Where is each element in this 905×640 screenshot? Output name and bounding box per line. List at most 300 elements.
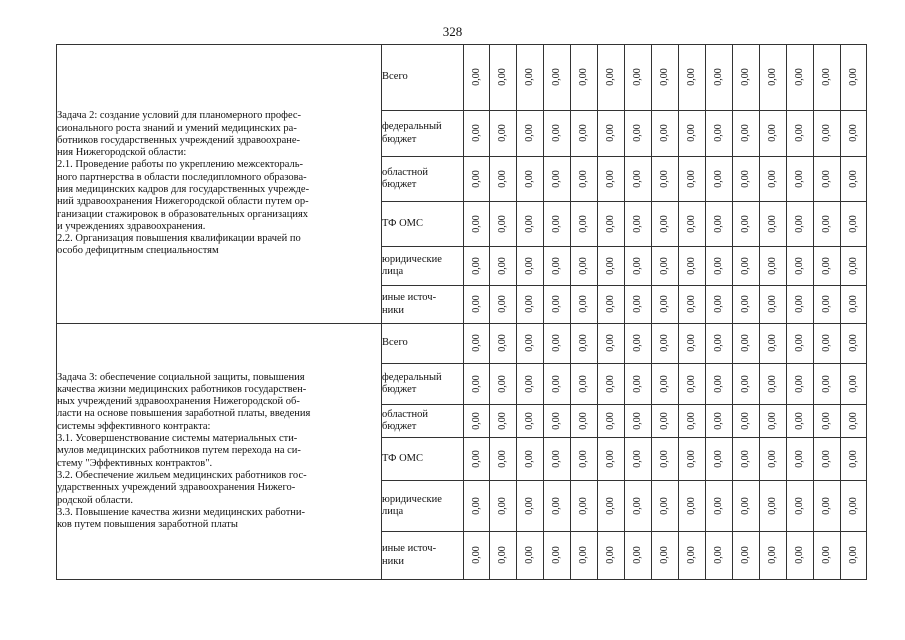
value-cell (841, 247, 867, 286)
value-cell (571, 157, 598, 202)
value-cell (814, 247, 841, 286)
task-text-line: ных учреждений здравоохранения Нижегородской об- (57, 396, 300, 408)
task-description-cell (57, 45, 382, 324)
value-text: 0,00 (605, 375, 616, 393)
value-cell (760, 438, 787, 481)
value-cell (544, 324, 571, 364)
value-text: 0,00 (767, 450, 778, 468)
value-cell (733, 45, 760, 111)
value-text: 0,00 (821, 412, 832, 430)
value-cell (598, 324, 625, 364)
value-cell (652, 286, 679, 324)
value-cell (544, 286, 571, 324)
value-text: 0,00 (659, 412, 670, 430)
value-cell (652, 157, 679, 202)
value-text: 0,00 (740, 497, 751, 515)
value-text: 0,00 (470, 215, 482, 233)
task-text-line: ганизации стажировок в образовательных организациях (57, 208, 309, 220)
value-text: 0,00 (632, 124, 643, 143)
value-cell (733, 202, 760, 247)
value-text: 0,00 (497, 412, 508, 430)
value-text: 0,00 (794, 450, 805, 468)
value-text: 0,00 (605, 450, 616, 468)
value-text: 0,00 (794, 295, 805, 314)
value-cell (706, 286, 733, 324)
value-cell (652, 438, 679, 481)
value-cell (464, 202, 490, 247)
value-text: 0,00 (767, 215, 778, 233)
value-text: 0,00 (659, 375, 670, 393)
funding-source-cell (382, 202, 464, 247)
value-text: 0,00 (524, 450, 535, 468)
value-cell (517, 405, 544, 438)
value-cell (625, 405, 652, 438)
value-cell (652, 364, 679, 405)
value-cell (571, 405, 598, 438)
value-cell (760, 111, 787, 157)
value-cell (598, 202, 625, 247)
value-cell (544, 481, 571, 532)
budget-table (56, 44, 867, 580)
value-cell (490, 438, 517, 481)
value-cell (787, 364, 814, 405)
value-cell (571, 202, 598, 247)
value-text: 0,00 (686, 215, 697, 233)
funding-source-label: юридические (382, 493, 442, 505)
value-text: 0,00 (632, 546, 643, 565)
value-cell (706, 364, 733, 405)
value-cell (571, 286, 598, 324)
funding-source-label: бюджет (382, 179, 417, 190)
value-cell (706, 324, 733, 364)
value-text: 0,00 (740, 412, 751, 430)
value-text: 0,00 (794, 497, 805, 515)
value-cell (679, 364, 706, 405)
value-cell (517, 111, 544, 157)
value-text: 0,00 (578, 546, 589, 565)
value-text: 0,00 (578, 257, 589, 275)
value-text: 0,00 (632, 257, 643, 275)
task-text-line: сионального роста знаний и умений медицинских ра- (57, 122, 297, 134)
value-text: 0,00 (524, 412, 535, 430)
funding-source-label: федеральный (382, 121, 442, 133)
value-text: 0,00 (686, 295, 697, 314)
value-text: 0,00 (740, 334, 751, 353)
value-cell (464, 45, 490, 111)
value-cell (814, 157, 841, 202)
value-cell (814, 324, 841, 364)
value-text: 0,00 (605, 68, 616, 87)
funding-source-label: бюджет (382, 384, 417, 395)
value-cell (490, 157, 517, 202)
value-cell (517, 286, 544, 324)
value-cell (517, 157, 544, 202)
value-text: 0,00 (497, 546, 508, 565)
value-cell (464, 324, 490, 364)
value-cell (706, 405, 733, 438)
value-text: 0,00 (794, 170, 805, 188)
value-text: 0,00 (470, 497, 482, 515)
value-text: 0,00 (497, 497, 508, 515)
task-text-line: и учреждениях здравоохранения. (57, 220, 206, 232)
value-text: 0,00 (821, 375, 832, 393)
value-text: 0,00 (605, 334, 616, 353)
value-cell (787, 202, 814, 247)
value-text: 0,00 (551, 215, 562, 233)
value-cell (787, 405, 814, 438)
value-cell (544, 364, 571, 405)
task-text-line: родской области. (57, 494, 133, 506)
value-cell (490, 405, 517, 438)
task-text-line: ний здравоохранения Нижегородской области путем ор- (57, 196, 309, 208)
value-text: 0,00 (794, 546, 805, 565)
value-cell (787, 45, 814, 111)
value-text: 0,00 (605, 497, 616, 515)
value-text: 0,00 (847, 170, 859, 188)
value-text: 0,00 (497, 295, 508, 314)
value-cell (571, 481, 598, 532)
value-cell (625, 438, 652, 481)
task-text-line: 2.1. Проведение работы по укреплению межсектораль- (57, 159, 304, 171)
value-cell (841, 324, 867, 364)
value-cell (490, 202, 517, 247)
value-cell (760, 157, 787, 202)
funding-source-label: иные источ- (382, 543, 437, 555)
funding-source-label: областной (382, 408, 428, 420)
value-cell (814, 286, 841, 324)
funding-source-label: юридические (382, 253, 442, 265)
value-cell (841, 532, 867, 580)
value-cell (814, 202, 841, 247)
value-cell (544, 202, 571, 247)
funding-source-cell (382, 364, 464, 405)
value-text: 0,00 (578, 450, 589, 468)
value-text: 0,00 (740, 450, 751, 468)
funding-source-cell (382, 247, 464, 286)
value-text: 0,00 (659, 215, 670, 233)
value-text: 0,00 (524, 334, 535, 353)
value-text: 0,00 (605, 295, 616, 314)
value-cell (787, 532, 814, 580)
value-cell (787, 247, 814, 286)
value-text: 0,00 (578, 68, 589, 87)
value-cell (490, 481, 517, 532)
value-text: 0,00 (686, 68, 697, 87)
value-cell (841, 364, 867, 405)
funding-source-label: ники (382, 555, 404, 567)
task-text-line: системы эффективного контракта: (57, 420, 211, 432)
funding-source-cell (382, 111, 464, 157)
value-text: 0,00 (740, 375, 751, 393)
value-cell (517, 364, 544, 405)
value-cell (733, 111, 760, 157)
value-text: 0,00 (551, 68, 562, 87)
value-text: 0,00 (578, 375, 589, 393)
value-text: 0,00 (632, 170, 643, 188)
value-text: 0,00 (847, 412, 859, 430)
value-cell (679, 247, 706, 286)
task-text-line: ботников государственных учреждений здравоохране- (57, 134, 301, 146)
value-text: 0,00 (605, 412, 616, 430)
task-text-line: мулов медицинских работников путем перехода на си- (57, 445, 301, 457)
value-text: 0,00 (740, 68, 751, 87)
value-cell (679, 202, 706, 247)
value-text: 0,00 (605, 215, 616, 233)
value-text: 0,00 (632, 412, 643, 430)
value-cell (464, 364, 490, 405)
funding-source-cell (382, 45, 464, 111)
value-cell (544, 111, 571, 157)
value-cell (679, 405, 706, 438)
value-cell (464, 247, 490, 286)
value-text: 0,00 (470, 450, 482, 468)
page-number: 328 (442, 24, 463, 39)
value-text: 0,00 (551, 450, 562, 468)
value-text: 0,00 (497, 124, 508, 143)
value-cell (760, 286, 787, 324)
value-text: 0,00 (740, 295, 751, 314)
value-text: 0,00 (578, 170, 589, 188)
value-text: 0,00 (821, 546, 832, 565)
value-cell (517, 532, 544, 580)
value-cell (787, 111, 814, 157)
value-text: 0,00 (713, 257, 724, 275)
value-cell (814, 364, 841, 405)
value-text: 0,00 (686, 497, 697, 515)
value-text: 0,00 (794, 334, 805, 353)
value-cell (841, 481, 867, 532)
value-cell (571, 324, 598, 364)
value-cell (490, 286, 517, 324)
value-cell (571, 532, 598, 580)
value-cell (706, 532, 733, 580)
value-cell (571, 364, 598, 405)
funding-source-cell (382, 481, 464, 532)
task-text-line: Задача 2: создание условий для планомерного профес- (57, 110, 302, 122)
task-text-line: качества жизни медицинских работников государствен- (57, 383, 307, 395)
value-cell (490, 111, 517, 157)
value-cell (787, 481, 814, 532)
value-cell (464, 405, 490, 438)
value-text: 0,00 (578, 334, 589, 353)
value-text: 0,00 (605, 170, 616, 188)
task-text-line: ного партнерства в области последипломного образова- (57, 171, 307, 183)
value-cell (598, 111, 625, 157)
value-cell (787, 286, 814, 324)
value-text: 0,00 (794, 375, 805, 393)
value-text: 0,00 (847, 334, 859, 353)
value-cell (706, 438, 733, 481)
value-cell (733, 324, 760, 364)
value-cell (814, 405, 841, 438)
value-cell (652, 202, 679, 247)
value-cell (544, 532, 571, 580)
value-cell (571, 438, 598, 481)
value-text: 0,00 (821, 295, 832, 314)
value-text: 0,00 (470, 257, 482, 275)
value-text: 0,00 (713, 334, 724, 353)
value-text: 0,00 (659, 124, 670, 143)
value-cell (679, 45, 706, 111)
value-text: 0,00 (821, 68, 832, 87)
value-cell (571, 247, 598, 286)
value-cell (814, 438, 841, 481)
value-cell (652, 532, 679, 580)
value-cell (625, 157, 652, 202)
value-cell (652, 324, 679, 364)
value-text: 0,00 (713, 546, 724, 565)
value-text: 0,00 (713, 215, 724, 233)
value-cell (814, 481, 841, 532)
value-text: 0,00 (686, 450, 697, 468)
value-cell (625, 111, 652, 157)
value-text: 0,00 (551, 546, 562, 565)
funding-source-label: ТФ ОМС (382, 217, 424, 229)
task-text-line: особо дефицитным специальностям (57, 245, 219, 257)
value-cell (464, 438, 490, 481)
value-text: 0,00 (551, 334, 562, 353)
value-cell (598, 438, 625, 481)
value-text: 0,00 (659, 257, 670, 275)
value-text: 0,00 (578, 124, 589, 143)
task-text-line: ков путем повышения заработной платы (57, 519, 238, 531)
value-text: 0,00 (794, 68, 805, 87)
value-cell (625, 532, 652, 580)
value-text: 0,00 (821, 497, 832, 515)
funding-source-label: Всего (382, 71, 408, 83)
value-cell (706, 481, 733, 532)
value-text: 0,00 (659, 546, 670, 565)
value-cell (814, 45, 841, 111)
value-cell (733, 247, 760, 286)
value-cell (787, 324, 814, 364)
value-cell (760, 324, 787, 364)
task-text-line: 3.2. Обеспечение жильем медицинских работников гос- (57, 469, 307, 481)
value-cell (733, 438, 760, 481)
value-text: 0,00 (578, 412, 589, 430)
value-text: 0,00 (578, 295, 589, 314)
value-cell (841, 45, 867, 111)
value-cell (598, 481, 625, 532)
value-text: 0,00 (524, 170, 535, 188)
value-cell (760, 202, 787, 247)
value-text: 0,00 (847, 124, 859, 143)
value-text: 0,00 (497, 257, 508, 275)
value-cell (598, 286, 625, 324)
task-text-line: ния медицинских кадров для государственных учрежде- (57, 184, 310, 195)
task-text-line: Задача 3: обеспечение социальной защиты, повышения (57, 371, 305, 383)
funding-source-cell (382, 324, 464, 364)
value-text: 0,00 (605, 124, 616, 143)
value-text: 0,00 (470, 124, 482, 143)
value-cell (544, 405, 571, 438)
value-text: 0,00 (821, 170, 832, 188)
value-text: 0,00 (497, 375, 508, 393)
value-cell (652, 111, 679, 157)
funding-source-cell (382, 157, 464, 202)
value-text: 0,00 (524, 295, 535, 314)
value-cell (733, 481, 760, 532)
value-cell (760, 45, 787, 111)
value-text: 0,00 (794, 124, 805, 143)
value-text: 0,00 (551, 375, 562, 393)
value-text: 0,00 (767, 257, 778, 275)
value-cell (598, 45, 625, 111)
value-text: 0,00 (470, 170, 482, 188)
value-text: 0,00 (686, 334, 697, 353)
value-text: 0,00 (632, 497, 643, 515)
value-cell (706, 202, 733, 247)
value-text: 0,00 (470, 334, 482, 353)
value-cell (625, 202, 652, 247)
value-cell (544, 157, 571, 202)
value-text: 0,00 (605, 257, 616, 275)
value-cell (464, 481, 490, 532)
value-cell (464, 111, 490, 157)
value-text: 0,00 (847, 215, 859, 233)
value-cell (464, 286, 490, 324)
value-text: 0,00 (659, 497, 670, 515)
value-text: 0,00 (578, 215, 589, 233)
value-text: 0,00 (740, 170, 751, 188)
value-text: 0,00 (659, 170, 670, 188)
value-cell (679, 286, 706, 324)
value-cell (544, 438, 571, 481)
value-text: 0,00 (551, 170, 562, 188)
value-cell (571, 111, 598, 157)
value-text: 0,00 (497, 450, 508, 468)
value-text: 0,00 (524, 546, 535, 565)
value-text: 0,00 (767, 68, 778, 87)
value-text: 0,00 (470, 412, 482, 430)
value-text: 0,00 (470, 295, 482, 314)
value-text: 0,00 (470, 68, 482, 87)
value-text: 0,00 (470, 375, 482, 393)
value-text: 0,00 (686, 412, 697, 430)
value-text: 0,00 (821, 257, 832, 275)
table-row (57, 45, 867, 111)
value-text: 0,00 (767, 334, 778, 353)
value-text: 0,00 (713, 295, 724, 314)
funding-source-label: федеральный (382, 371, 442, 383)
value-text: 0,00 (794, 257, 805, 275)
value-text: 0,00 (470, 546, 482, 565)
value-text: 0,00 (847, 257, 859, 275)
funding-source-cell (382, 532, 464, 580)
value-text: 0,00 (767, 546, 778, 565)
value-text: 0,00 (632, 450, 643, 468)
value-cell (517, 481, 544, 532)
value-text: 0,00 (713, 412, 724, 430)
value-text: 0,00 (821, 450, 832, 468)
value-cell (625, 481, 652, 532)
task-text-line: ласти на основе повышения заработной платы, введения (57, 408, 311, 420)
value-text: 0,00 (713, 375, 724, 393)
value-text: 0,00 (847, 68, 859, 87)
value-text: 0,00 (551, 412, 562, 430)
value-cell (598, 157, 625, 202)
funding-source-label: Всего (382, 337, 408, 349)
value-cell (517, 45, 544, 111)
value-text: 0,00 (767, 497, 778, 515)
value-cell (598, 532, 625, 580)
value-cell (625, 45, 652, 111)
value-text: 0,00 (497, 170, 508, 188)
value-cell (679, 157, 706, 202)
funding-source-label: бюджет (382, 133, 417, 145)
value-cell (517, 247, 544, 286)
value-cell (625, 286, 652, 324)
